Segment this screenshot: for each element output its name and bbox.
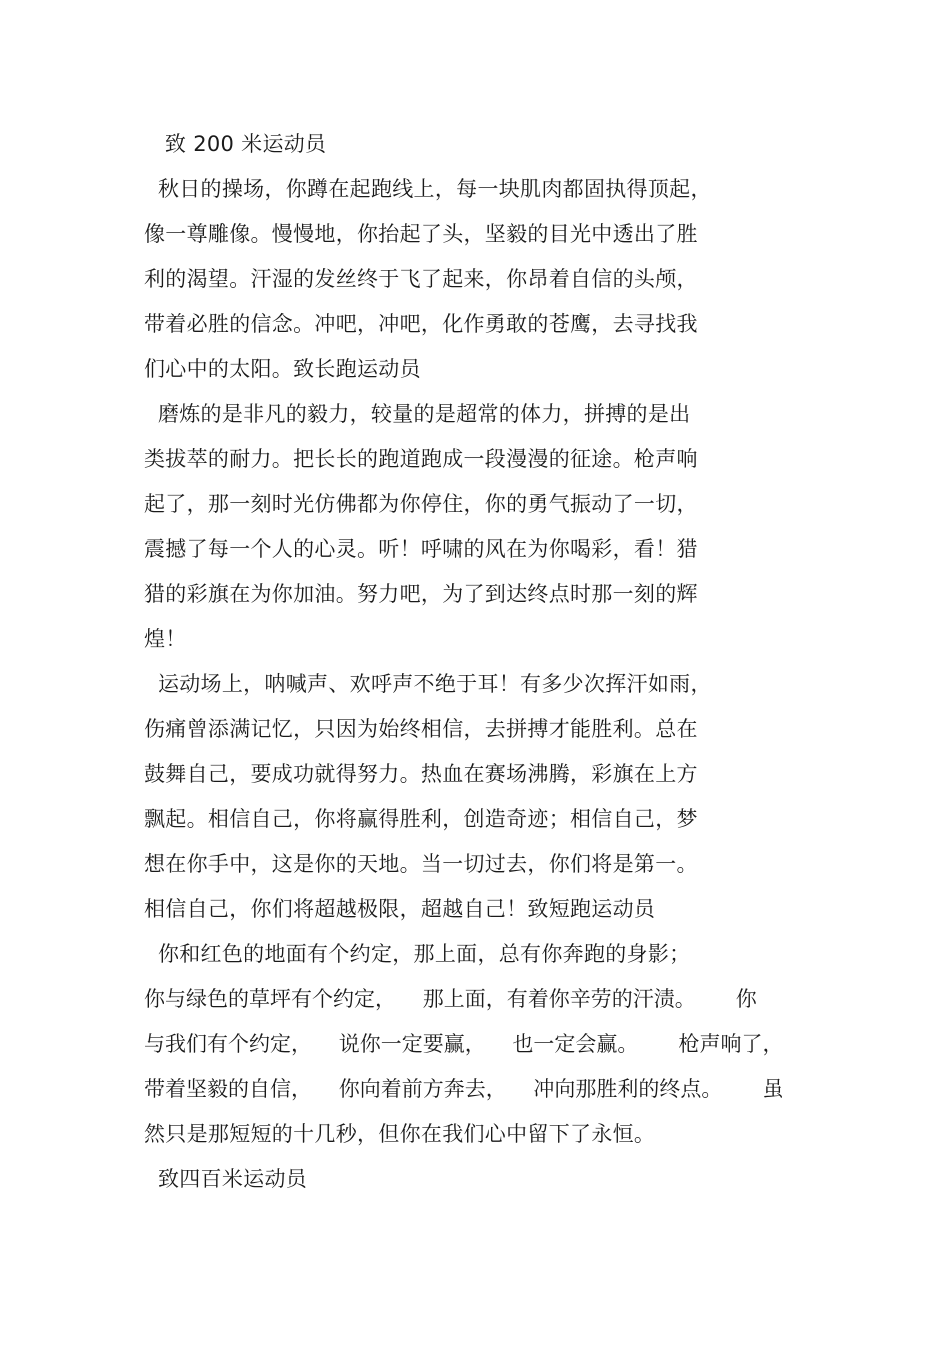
text-line: 飘起。相信自己，你将赢得胜利，创造奇迹；相信自己，梦 — [144, 807, 698, 831]
text-line: 震撼了每一个人的心灵。听！呼啸的风在为你喝彩，看！猎 — [144, 537, 698, 561]
heading-400m: 致四百米运动员 — [144, 1167, 308, 1191]
text-line: 然只是那短短的十几秒，但你在我们心中留下了永恒。 — [144, 1122, 656, 1146]
document-body — [144, 124, 824, 1204]
text-line: 起了，那一刻时光仿佛都为你停住，你的勇气振动了一切， — [144, 492, 698, 516]
text-line: 伤痛曾添满记忆，只因为始终相信，去拼搏才能胜利。总在 — [144, 717, 698, 741]
text-line: 类拔萃的耐力。把长长的跑道跑成一段漫漫的征途。枪声响 — [144, 447, 698, 471]
text-line: 煌！ — [144, 627, 187, 651]
text-line: 秋日的操场，你蹲在起跑线上，每一块肌肉都固执得顶起， — [144, 177, 712, 201]
text-line: 磨炼的是非凡的毅力，较量的是超常的体力，拼搏的是出 — [144, 402, 691, 426]
text-line: 猎的彩旗在为你加油。努力吧，为了到达终点时那一刻的辉 — [144, 582, 698, 606]
text-line: 们心中的太阳。致长跑运动员 — [144, 357, 421, 381]
text-line: 你和红色的地面有个约定，那上面，总有你奔跑的身影； — [144, 942, 691, 966]
heading-200m: 致 200 米运动员 — [144, 132, 327, 156]
text-line: 鼓舞自己，要成功就得努力。热血在赛场沸腾，彩旗在上方 — [144, 762, 698, 786]
text-line: 相信自己，你们将超越极限，超越自己！致短跑运动员 — [144, 897, 656, 921]
text-line: 带着必胜的信念。冲吧，冲吧，化作勇敢的苍鹰，去寻找我 — [144, 312, 698, 336]
text-line: 像一尊雕像。慢慢地，你抬起了头，坚毅的目光中透出了胜 — [144, 222, 698, 246]
text-line: 利的渴望。汗湿的发丝终于飞了起来，你昂着自信的头颅， — [144, 267, 698, 291]
text-line: 你与绿色的草坪有个约定， 那上面，有着你辛劳的汗渍。 你 — [144, 987, 757, 1011]
text-line: 想在你手中，这是你的天地。当一切过去，你们将是第一。 — [144, 852, 698, 876]
text-line: 带着坚毅的自信， 你向着前方奔去， 冲向那胜利的终点。 虽 — [144, 1077, 784, 1101]
text-line: 运动场上，呐喊声、欢呼声不绝于耳！有多少次挥汗如雨， — [144, 672, 712, 696]
text-line: 与我们有个约定， 说你一定要赢， 也一定会赢。 枪声响了， — [144, 1032, 784, 1056]
